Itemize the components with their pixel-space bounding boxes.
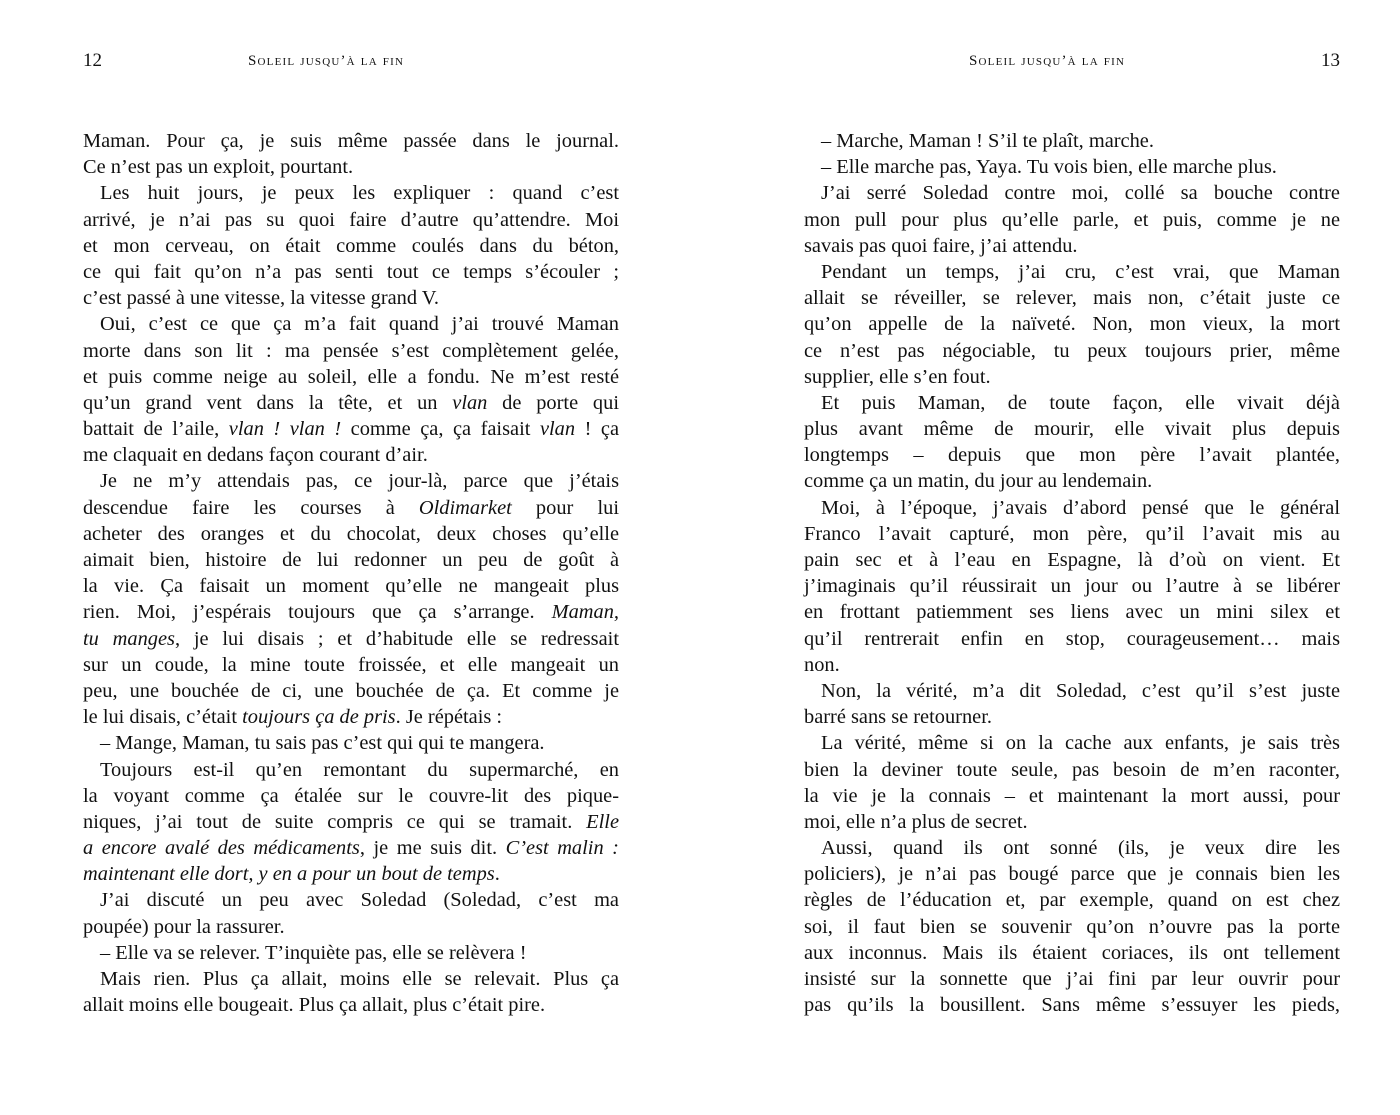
text-run: mon pull pour plus qu’elle parle, et puis, comme je ne xyxy=(804,208,1340,231)
text-run: Pendant un temps, j’ai cru, c’est vrai, que Maman xyxy=(821,260,1340,283)
text-run: barré sans se retourner. xyxy=(804,706,992,729)
text-line xyxy=(804,207,1340,233)
text-line xyxy=(804,547,1340,573)
text-line xyxy=(83,259,619,285)
text-line xyxy=(804,809,1340,835)
right-page xyxy=(804,0,1340,1115)
text-line xyxy=(804,442,1340,468)
italic-text: toujours ça de pris xyxy=(242,706,396,729)
text-run: aimait bien, histoire de lui redonner un peu de goût à xyxy=(83,549,619,571)
text-line xyxy=(804,835,1340,861)
text-line xyxy=(83,416,619,442)
text-run: – Mange, Maman, tu sais pas c’est qui qui te mangera. xyxy=(100,732,545,755)
running-title: Soleil jusqu’à la fin xyxy=(969,53,1126,69)
text-line xyxy=(804,966,1340,992)
text-line xyxy=(83,573,619,599)
text-line xyxy=(804,495,1340,521)
text-run: bien la deviner toute seule, pas besoin de m’en raconter, xyxy=(804,758,1340,781)
text-run: comme ça, ça faisait xyxy=(341,418,540,441)
text-line xyxy=(804,338,1340,364)
text-run: – Elle marche pas, Yaya. Tu vois bien, elle marche plus. xyxy=(821,156,1277,179)
text-run: la vie je la connais – et maintenant la mort aussi, pour xyxy=(804,784,1340,807)
text-run: pas qu’ils la bousillent. Sans même s’essuyer les pieds, xyxy=(804,994,1340,1017)
text-run: et puis comme neige au soleil, elle a fondu. Ne m’est resté xyxy=(83,365,619,388)
text-run: descendue faire les courses à xyxy=(83,496,419,519)
text-run: pain sec et à l’eau en Espagne, là d’où on vient. Et xyxy=(804,549,1340,571)
text-line xyxy=(804,285,1340,311)
text-line xyxy=(804,914,1340,940)
page-number: 12 xyxy=(83,50,102,71)
text-line xyxy=(83,861,619,887)
text-line xyxy=(83,730,619,756)
text-line xyxy=(83,390,619,416)
text-run: morte dans son lit : ma pensée s’est complètement gelée, xyxy=(83,339,619,362)
text-run: battait de l’aile, xyxy=(83,418,229,441)
text-run: c’est passé à une vitesse, la vitesse grand V. xyxy=(83,287,439,310)
text-run: , je lui disais ; et d’habitude elle se redressait xyxy=(174,627,619,650)
text-line xyxy=(83,914,619,940)
text-line xyxy=(83,285,619,311)
text-run: policiers), je n’ai pas bougé parce que je connais bien les xyxy=(804,863,1340,886)
text-run: la vie. Ça faisait un moment qu’elle ne mangeait plus xyxy=(83,575,619,598)
text-line xyxy=(83,626,619,652)
text-line xyxy=(83,652,619,678)
text-line xyxy=(804,887,1340,913)
text-run: Maman. Pour ça, je suis même passée dans le journal. xyxy=(83,130,619,152)
text-run: acheter des oranges et du chocolat, deux choses qu’elle xyxy=(83,522,619,545)
left-running-head xyxy=(83,48,619,74)
text-line xyxy=(804,180,1340,206)
text-run: Aussi, quand ils ont sonné (ils, je veux dire les xyxy=(821,837,1340,860)
text-line xyxy=(804,730,1340,756)
text-run: arrivé, je n’ai pas su quoi faire d’autre qu’attendre. Moi xyxy=(83,208,619,231)
text-run: Ce n’est pas un exploit, pourtant. xyxy=(83,156,354,179)
text-line xyxy=(804,652,1340,678)
text-line xyxy=(804,154,1340,180)
text-run: J’ai serré Soledad contre moi, collé sa bouche contre xyxy=(821,182,1340,205)
text-run: – Marche, Maman ! S’il te plaît, marche. xyxy=(821,130,1154,152)
text-line xyxy=(83,547,619,573)
italic-text: a encore avalé des médicaments xyxy=(83,837,360,860)
text-run: j’imaginais qu’il réussirait un jour ou l’autre à se libérer xyxy=(804,575,1340,598)
text-run: Les huit jours, je peux les expliquer : quand c’est xyxy=(100,182,619,205)
text-line xyxy=(804,364,1340,390)
text-run: longtemps – depuis que mon père l’avait plantée, xyxy=(804,444,1340,467)
text-line xyxy=(804,573,1340,599)
text-line xyxy=(804,390,1340,416)
text-line xyxy=(83,809,619,835)
text-line xyxy=(804,678,1340,704)
italic-text: vlan xyxy=(539,418,576,441)
left-page xyxy=(83,0,619,1115)
text-line xyxy=(83,940,619,966)
text-line xyxy=(83,599,619,625)
text-line xyxy=(83,704,619,730)
text-run: – Elle va se relever. T’inquiète pas, elle se relèvera ! xyxy=(100,941,527,964)
italic-text: Maman, xyxy=(551,601,619,624)
text-line xyxy=(83,678,619,704)
text-run: qu’il rentrerait enfin en stop, courageusement… mais xyxy=(804,627,1340,650)
text-line xyxy=(804,521,1340,547)
text-run: sur un coude, la mine toute froissée, et elle mangeait un xyxy=(83,653,619,676)
text-run: Oui, c’est ce que ça m’a fait quand j’ai trouvé Maman xyxy=(100,313,619,336)
text-run: Non, la vérité, m’a dit Soledad, c’est qu’il s’est juste xyxy=(821,679,1340,702)
text-run: moi, elle n’a plus de secret. xyxy=(804,810,1028,833)
text-run: Toujours est-il qu’en remontant du supermarché, en xyxy=(100,758,619,781)
text-run: savais pas quoi faire, j’ai attendu. xyxy=(804,234,1078,257)
italic-text: C’est malin : xyxy=(505,837,619,860)
text-run: me claquait en dedans façon courant d’air. xyxy=(83,444,428,467)
text-line xyxy=(83,521,619,547)
text-line xyxy=(804,416,1340,442)
text-run: Moi, à l’époque, j’avais d’abord pensé que le général xyxy=(821,496,1340,519)
text-run: ! ça xyxy=(575,418,619,441)
text-line xyxy=(83,757,619,783)
text-line xyxy=(804,704,1340,730)
text-line xyxy=(83,835,619,861)
text-run: non. xyxy=(804,653,840,676)
right-running-head xyxy=(804,48,1340,74)
text-line xyxy=(804,233,1340,259)
running-title: Soleil jusqu’à la fin xyxy=(248,53,405,69)
text-line xyxy=(83,233,619,259)
right-page-body xyxy=(804,128,1340,1018)
text-run: Et puis Maman, de toute façon, elle vivait déjà xyxy=(821,391,1340,414)
text-line xyxy=(804,861,1340,887)
text-run: peu, une bouchée de ci, une bouchée de ça. Et comme je xyxy=(83,679,619,702)
text-run: Mais rien. Plus ça allait, moins elle se relevait. Plus ça xyxy=(100,968,619,990)
text-run: insisté sur la sonnette que j’ai fini par leur ouvrir pour xyxy=(804,968,1340,990)
text-line xyxy=(804,468,1340,494)
page-number: 13 xyxy=(1321,50,1340,71)
text-line xyxy=(83,468,619,494)
italic-text: Elle xyxy=(586,810,619,833)
text-line xyxy=(804,259,1340,285)
text-run: La vérité, même si on la cache aux enfants, je sais très xyxy=(821,732,1340,755)
italic-text: tu manges xyxy=(83,627,175,650)
text-run: règles de l’éducation et, par exemple, quand on est chez xyxy=(804,889,1340,912)
text-line xyxy=(804,757,1340,783)
text-line xyxy=(83,154,619,180)
text-run: . Je répétais : xyxy=(395,706,503,729)
text-run: en frottant patiemment ses liens avec un mini silex et xyxy=(804,601,1340,624)
text-run: allait se réveiller, se relever, mais non, c’était juste ce xyxy=(804,287,1340,310)
text-line xyxy=(804,783,1340,809)
text-line xyxy=(83,992,619,1018)
text-run: Je ne m’y attendais pas, ce jour-là, parce que j’étais xyxy=(100,470,619,493)
text-run: la voyant comme ça étalée sur le couvre-lit des pique- xyxy=(83,784,619,807)
text-run: rien. Moi, j’espérais toujours que ça s’arrange. xyxy=(83,601,552,624)
text-run: , je me suis dit. xyxy=(359,837,506,860)
text-line xyxy=(804,311,1340,337)
text-run: et mon cerveau, on était comme coulés dans du béton, xyxy=(83,234,619,257)
text-run: de porte qui xyxy=(487,391,619,414)
italic-text: Oldimarket xyxy=(418,496,512,519)
text-line xyxy=(83,128,619,154)
text-run: qu’on appelle de la naïveté. Non, mon vieux, la mort xyxy=(804,313,1340,336)
text-line xyxy=(804,599,1340,625)
text-line xyxy=(83,887,619,913)
text-run: aux inconnus. Mais ils étaient coriaces, ils ont tellement xyxy=(804,941,1340,964)
text-line xyxy=(83,966,619,992)
text-line xyxy=(83,442,619,468)
text-run: qu’un grand vent dans la tête, et un xyxy=(83,391,453,414)
italic-text: maintenant elle dort, y en a pour un bout de temps xyxy=(83,863,495,886)
text-line xyxy=(83,338,619,364)
text-run: allait moins elle bougeait. Plus ça allait, plus c’était pire. xyxy=(83,994,546,1017)
text-run: comme ça un matin, du jour au lendemain. xyxy=(804,470,1153,493)
text-line xyxy=(804,128,1340,154)
italic-text: vlan ! vlan ! xyxy=(228,418,342,441)
text-run: poupée) pour la rassurer. xyxy=(83,915,285,938)
text-run: . xyxy=(494,863,500,886)
left-page-body xyxy=(83,128,619,1018)
text-line xyxy=(83,207,619,233)
text-run: ce n’est pas négociable, tu peux toujours prier, même xyxy=(804,339,1340,362)
text-line xyxy=(804,626,1340,652)
text-line xyxy=(804,992,1340,1018)
text-run: supplier, elle s’en fout. xyxy=(804,365,991,388)
text-run: plus avant même de mourir, elle vivait plus depuis xyxy=(804,418,1340,441)
text-line xyxy=(83,495,619,521)
text-line xyxy=(83,180,619,206)
text-run: soi, il faut bien se souvenir qu’on n’ouvre pas la porte xyxy=(804,915,1340,938)
text-line xyxy=(83,311,619,337)
text-run: le lui disais, c’était xyxy=(83,706,243,729)
text-line xyxy=(83,783,619,809)
text-run: ce qui fait qu’on n’a pas senti tout ce temps s’écouler ; xyxy=(83,260,619,283)
text-line xyxy=(804,940,1340,966)
text-run: J’ai discuté un peu avec Soledad (Soledad, c’est ma xyxy=(100,889,619,912)
text-run: pour lui xyxy=(511,496,619,519)
italic-text: vlan xyxy=(452,391,488,414)
text-run: niques, j’ai tout de suite compris ce qui se tramait. xyxy=(83,810,587,833)
text-run: Franco l’avait capturé, mon père, qu’il l’avait mis au xyxy=(804,522,1340,545)
text-line xyxy=(83,364,619,390)
